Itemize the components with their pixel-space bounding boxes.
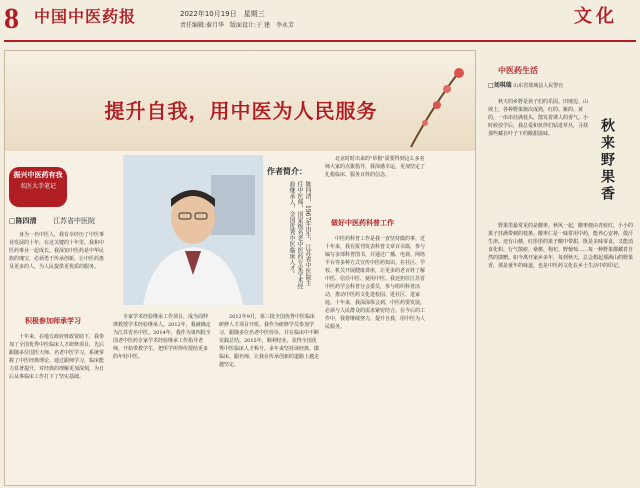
column-tag bbox=[9, 167, 67, 207]
sidebar-author-name: □刘琪瑞 bbox=[488, 82, 512, 89]
body-column-3: 2012年9月，第三批全国优秀中医临床研修人才项目开班。我作为研修学员参加学习，跟随多位名老中医侍诊，并在临床中不断实践总结。2015年，顺利结业，获得全国优秀中医临床人才称号。多年来坚持读经典、做临床、跟名师，让我在传承创新的道路上越走越坚定。 bbox=[219, 314, 320, 368]
body-column-4b: 中医药科普工作是我一直坚持做的事。近十年来，我在报刊发表科普文章百余篇，参与编写多部科普图书，并通过广播、电视、网络平台等多种方式宣传中医药知识。在社区、学校、机关开展健康讲座，让更多的老百姓了解中医、信任中医、使用中医。我还担任江苏省中医药学会科普分会委员，参与组织科普活动，推动中医药文化进校园、进社区、进家庭。十年来，我深深体会到，中医药要发展，必须与人民群众的需求紧密结合。在今后的工作中，我将继续努力，提升自我，用中医为人民服务。 bbox=[325, 236, 426, 330]
author-photo bbox=[123, 155, 263, 305]
column-tag-title: 振兴中医药有我 bbox=[13, 171, 63, 179]
article-author bbox=[9, 217, 95, 226]
header-rule bbox=[4, 40, 636, 42]
editors-line: 责任编辑:秦月华 版面设计:于 建 李永芳 bbox=[180, 22, 294, 29]
author-name: □陈四清 bbox=[9, 217, 37, 225]
body-column-4: 北京时时出来的"草根"需要得到这么多名师大家的点拨指导，我深感幸运，更加坚定了扎根临床、服务百姓的信念。 bbox=[325, 156, 426, 178]
section-title: 文化 bbox=[574, 6, 618, 27]
sidebar-author bbox=[488, 82, 563, 90]
intro-paragraph: 身为一名中医人，我有幸经历了中医事业发展的十年，在这关键的十年里，我和中医药事业一起成长。我深知中医药是中华民族的瑰宝，必须勇于传承创新，让中医药惠及更多的人，为人民提供更优质的服务。 bbox=[9, 232, 105, 270]
subhead-apprenticeship: 积极参加师承学习 bbox=[25, 317, 81, 325]
sidebar-paragraph-1: 秋天的乡野是孩子们的乐园。田埂边、山坡上，各种野果渐次成熟，红的、紫的、黄的，一串串挂满枝头，散发着诱人的香气。小时候放学后，我总爱和伙伴们钻进草丛，寻找那些藏在叶子下的酸甜滋味。 bbox=[488, 99, 589, 137]
author-affiliation: 江苏省中医院 bbox=[53, 217, 96, 225]
sidebar-paragraph-2: 野果里最常见的是酸枣。秋风一起，酸枣便由青转红，小小的果子挂满带刺的枝条。酸枣仁是一味常用中药，能养心安神、敛汗生津。还有山楂，红彤彤的果子酸中带甜，既是美味零食，又能消食化积、行气散瘀。桑椹、枸杞、野葡萄……每一种野果都藏着自然的馈赠。如今离开家乡多年，每到秋天，总会想起那满山的野果香，那是童年的味道，也是中医药文化在乡土生活中的印记。 bbox=[488, 223, 634, 269]
portrait-icon bbox=[123, 155, 263, 305]
bio-text: 陈四清，1967年出生，江苏省中医院主任中医师，国家级名老中医药专家学术经验继承人，全国优秀中医临床人才。 bbox=[288, 181, 311, 289]
sidebar-title: 秋来野果香 bbox=[599, 118, 615, 203]
sidebar-author-affiliation: 山东省郯城县人民警官 bbox=[513, 83, 564, 89]
subhead-science-outreach: 做好中医药科普工作 bbox=[331, 219, 394, 227]
page-number: 8 bbox=[4, 2, 19, 35]
column-tag-subtitle: 名医大手笔记 bbox=[19, 183, 56, 190]
bio-title: 作者简介： bbox=[267, 167, 307, 176]
article-headline: 提升自我，用中医为人民服务 bbox=[104, 99, 378, 123]
body-paragraph-1: 十年来，在地方政府财政资助下，我参加了全国优秀中医临床人才研修项目，先后跟随多位国医大师、名老中医学习，系统掌握了中医经典理论。通过跟师学习，临床能力显著提升，对经典的理解更加深刻，为日后从事临床工作打下了坚实基础。 bbox=[9, 334, 105, 380]
body-column-2: 专家学术经验继承工作项目，成为周仲瑛教授学术经验继承人。2012年，我被确定为江苏省名中医。2014年，我作为第四批全国老中医药专家学术经验继承工作指导老师，开始带教学生，把所学所得传授给更多的年轻中医。 bbox=[113, 314, 211, 360]
newspaper-logo: 中国中医药报 bbox=[34, 7, 137, 26]
author-bio bbox=[267, 167, 327, 291]
issue-date: 2022年10月19日 星期三 bbox=[180, 10, 265, 18]
main-article bbox=[4, 50, 476, 486]
sidebar-column-tag: 中医药生活 bbox=[498, 66, 538, 75]
